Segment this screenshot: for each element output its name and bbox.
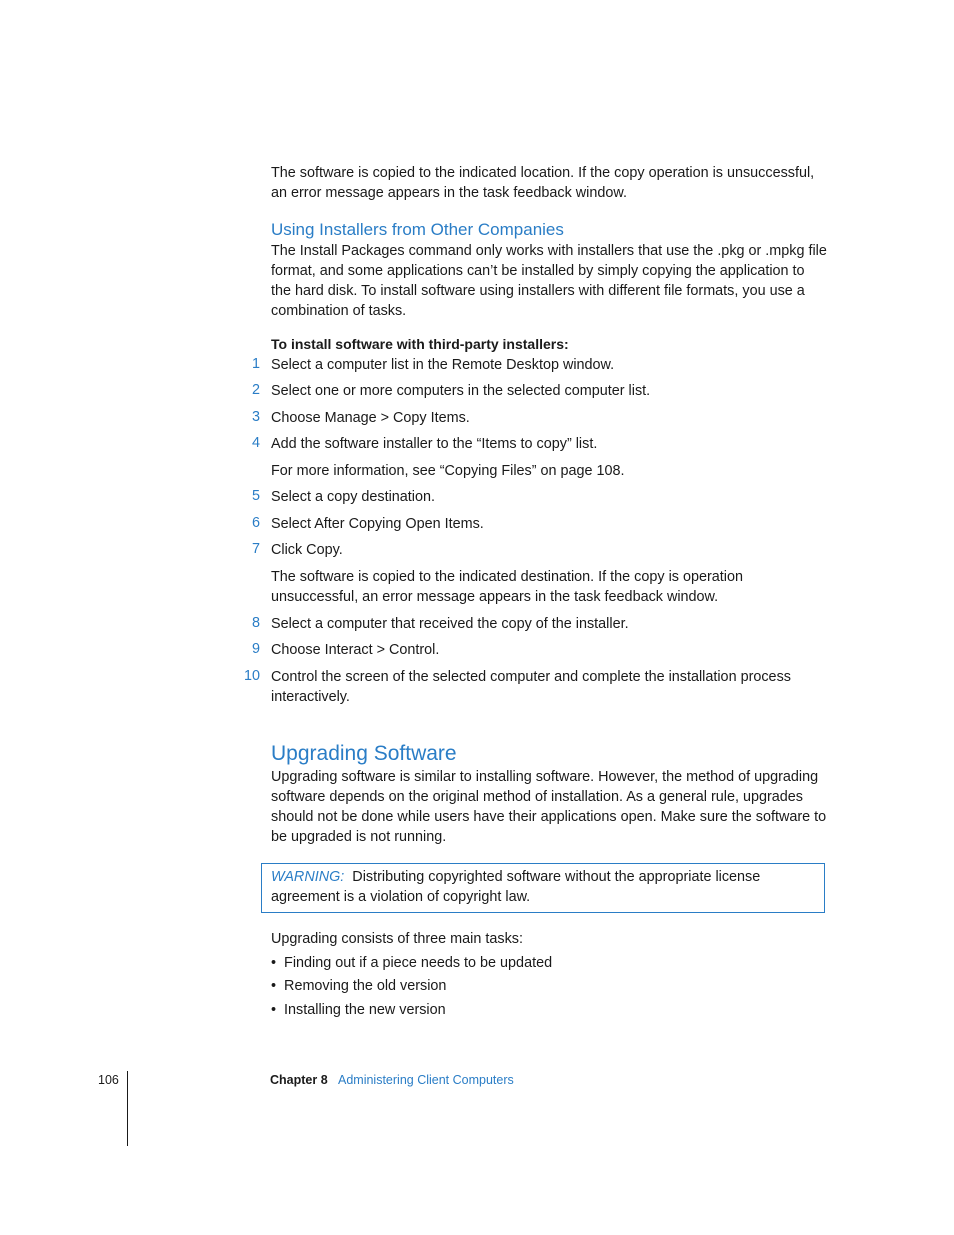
step-number: 6 <box>251 515 260 531</box>
section-heading-upgrading: Upgrading Software <box>271 742 457 765</box>
list-item-text: Finding out if a piece needs to be updated <box>284 955 553 971</box>
step-text: Select a copy destination. <box>271 489 435 505</box>
chapter-title: Administering Client Computers <box>338 1073 514 1087</box>
step-note: The software is copied to the indicated destination. If the copy is operation unsuccessful, an error message appears in the task feedback window. <box>271 569 743 605</box>
upgrading-paragraph: Upgrading software is similar to installing software. However, the method of upgrading software depends on the original method of installation. As a general rule, upgrades should not be done while users have their applications open. Make sure the software to be upgraded is not running. <box>271 769 827 845</box>
installers-paragraph: The Install Packages command only works with installers that use the .pkg or .mpkg file format, and some applications can’t be installed by simply copying the application to the hard disk. To install software using installers with different file formats, you use a combination of tasks. <box>271 243 827 319</box>
step-text: Choose Manage > Copy Items. <box>271 410 470 426</box>
list-item <box>271 953 552 973</box>
step-number: 7 <box>251 541 260 557</box>
bullet-icon: • <box>271 978 285 994</box>
step-number: 9 <box>251 641 260 657</box>
intro-paragraph: The software is copied to the indicated location. If the copy operation is unsuccessful, an error message appears in the task feedback window. <box>271 165 815 201</box>
warning-text: Distributing copyrighted software without the appropriate license agreement is a violation of copyright law. <box>271 869 761 905</box>
procedure-title: To install software with third-party installers: <box>271 336 569 352</box>
warning-text-block <box>271 867 811 907</box>
step-note: For more information, see “Copying Files” on page 108. <box>271 463 625 479</box>
step-number: 1 <box>251 356 260 372</box>
step-number: 10 <box>243 668 260 684</box>
step-text: Choose Interact > Control. <box>271 642 440 658</box>
bullet-icon: • <box>271 1002 285 1018</box>
step-number: 5 <box>251 488 260 504</box>
bullet-icon: • <box>271 955 285 971</box>
list-item <box>271 976 446 996</box>
step-number: 8 <box>251 615 260 631</box>
step-text: Select one or more computers in the selected computer list. <box>271 383 651 399</box>
step-text: Control the screen of the selected computer and complete the installation process interactively. <box>271 669 791 705</box>
section-heading-installers: Using Installers from Other Companies <box>271 220 564 239</box>
list-item-text: Installing the new version <box>284 1002 446 1018</box>
step-text: Select a computer list in the Remote Desktop window. <box>271 357 615 373</box>
step-text: Select After Copying Open Items. <box>271 516 484 532</box>
step-text: Click Copy. <box>271 542 343 558</box>
list-item-text: Removing the old version <box>284 978 447 994</box>
list-item <box>271 1000 446 1020</box>
step-number: 4 <box>251 435 260 451</box>
step-number: 2 <box>251 382 260 398</box>
step-text: Add the software installer to the “Items to copy” list. <box>271 436 598 452</box>
list-intro: Upgrading consists of three main tasks: <box>271 931 523 947</box>
warning-label: WARNING: <box>271 869 345 885</box>
chapter-label: Chapter 8 <box>270 1073 328 1087</box>
footer-rule <box>127 1071 128 1146</box>
step-number: 3 <box>251 409 260 425</box>
step-text: Select a computer that received the copy of the installer. <box>271 616 629 632</box>
page-number: 106 <box>98 1073 119 1087</box>
